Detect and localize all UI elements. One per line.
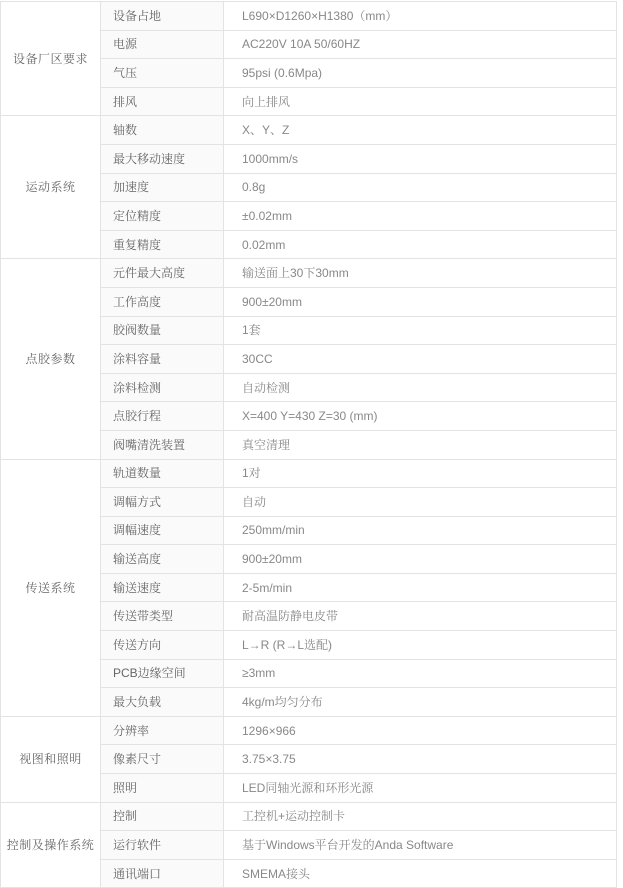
category-cell: 传送系统 xyxy=(1,459,101,716)
parameter-value-cell: ±0.02mm xyxy=(224,202,617,231)
table-row xyxy=(1,259,617,288)
parameter-value-cell: 1对 xyxy=(224,459,617,488)
category-cell: 视图和照明 xyxy=(1,716,101,802)
parameter-label-cell: 设备占地 xyxy=(101,2,224,31)
parameter-value-cell: 1296×966 xyxy=(224,716,617,745)
parameter-label-cell: 加速度 xyxy=(101,173,224,202)
parameter-value-cell: 30CC xyxy=(224,345,617,374)
parameter-label-cell: 控制 xyxy=(101,802,224,831)
parameter-value-cell: AC220V 10A 50/60HZ xyxy=(224,30,617,59)
parameter-value-cell: 自动检测 xyxy=(224,373,617,402)
parameter-value-cell: 1000mm/s xyxy=(224,144,617,173)
parameter-label-cell: 输送速度 xyxy=(101,573,224,602)
parameter-value-cell: 900±20mm xyxy=(224,545,617,574)
table-row xyxy=(1,716,617,745)
parameter-value-cell: L→R (R→L选配) xyxy=(224,631,617,660)
parameter-label-cell: 胶阀数量 xyxy=(101,316,224,345)
parameter-value-cell: SMEMA接头 xyxy=(224,859,617,888)
parameter-label-cell: 最大负载 xyxy=(101,688,224,717)
category-cell: 控制及操作系统 xyxy=(1,802,101,888)
parameter-label-cell: 阀嘴清洗装置 xyxy=(101,430,224,459)
parameter-label-cell: 传送方向 xyxy=(101,631,224,660)
parameter-label-cell: 调幅速度 xyxy=(101,516,224,545)
parameter-label-cell: 涂料检测 xyxy=(101,373,224,402)
spec-table-container xyxy=(0,1,616,888)
parameter-value-cell: 工控机+运动控制卡 xyxy=(224,802,617,831)
parameter-label-cell: 定位精度 xyxy=(101,202,224,231)
parameter-label-cell: 元件最大高度 xyxy=(101,259,224,288)
parameter-label-cell: 像素尺寸 xyxy=(101,745,224,774)
parameter-label-cell: 工作高度 xyxy=(101,287,224,316)
parameter-label-cell: 最大移动速度 xyxy=(101,144,224,173)
parameter-value-cell: X、Y、Z xyxy=(224,116,617,145)
parameter-value-cell: 向上排风 xyxy=(224,87,617,116)
parameter-value-cell: LED同轴光源和环形光源 xyxy=(224,774,617,803)
parameter-label-cell: 点胶行程 xyxy=(101,402,224,431)
parameter-value-cell: 输送面上30下30mm xyxy=(224,259,617,288)
parameter-value-cell: 250mm/min xyxy=(224,516,617,545)
parameter-value-cell: 95psi (0.6Mpa) xyxy=(224,59,617,88)
parameter-label-cell: 涂料容量 xyxy=(101,345,224,374)
parameter-value-cell: L690×D1260×H1380（mm） xyxy=(224,2,617,31)
category-cell: 点胶参数 xyxy=(1,259,101,459)
parameter-value-cell: 1套 xyxy=(224,316,617,345)
table-row xyxy=(1,802,617,831)
parameter-value-cell: 耐高温防静电皮带 xyxy=(224,602,617,631)
parameter-label-cell: 输送高度 xyxy=(101,545,224,574)
category-cell: 设备厂区要求 xyxy=(1,2,101,116)
table-row xyxy=(1,116,617,145)
parameter-value-cell: ≥3mm xyxy=(224,659,617,688)
table-row xyxy=(1,459,617,488)
parameter-label-cell: 排风 xyxy=(101,87,224,116)
parameter-value-cell: 真空清理 xyxy=(224,430,617,459)
category-cell: 运动系统 xyxy=(1,116,101,259)
parameter-value-cell: X=400 Y=430 Z=30 (mm) xyxy=(224,402,617,431)
spec-table-body xyxy=(1,2,617,888)
parameter-label-cell: 传送带类型 xyxy=(101,602,224,631)
parameter-value-cell: 自动 xyxy=(224,488,617,517)
parameter-value-cell: 900±20mm xyxy=(224,287,617,316)
parameter-label-cell: 重复精度 xyxy=(101,230,224,259)
parameter-value-cell: 基于Windows平台开发的Anda Software xyxy=(224,831,617,860)
spec-table xyxy=(0,1,617,888)
parameter-value-cell: 0.8g xyxy=(224,173,617,202)
parameter-value-cell: 4kg/m均匀分布 xyxy=(224,688,617,717)
parameter-label-cell: 照明 xyxy=(101,774,224,803)
parameter-label-cell: 电源 xyxy=(101,30,224,59)
table-row xyxy=(1,2,617,31)
parameter-label-cell: 通讯端口 xyxy=(101,859,224,888)
parameter-label-cell: 轴数 xyxy=(101,116,224,145)
parameter-value-cell: 0.02mm xyxy=(224,230,617,259)
parameter-label-cell: 轨道数量 xyxy=(101,459,224,488)
parameter-value-cell: 3.75×3.75 xyxy=(224,745,617,774)
parameter-label-cell: 运行软件 xyxy=(101,831,224,860)
parameter-label-cell: 气压 xyxy=(101,59,224,88)
parameter-label-cell: 调幅方式 xyxy=(101,488,224,517)
parameter-label-cell: 分辨率 xyxy=(101,716,224,745)
parameter-label-cell: PCB边缘空间 xyxy=(101,659,224,688)
parameter-value-cell: 2-5m/min xyxy=(224,573,617,602)
